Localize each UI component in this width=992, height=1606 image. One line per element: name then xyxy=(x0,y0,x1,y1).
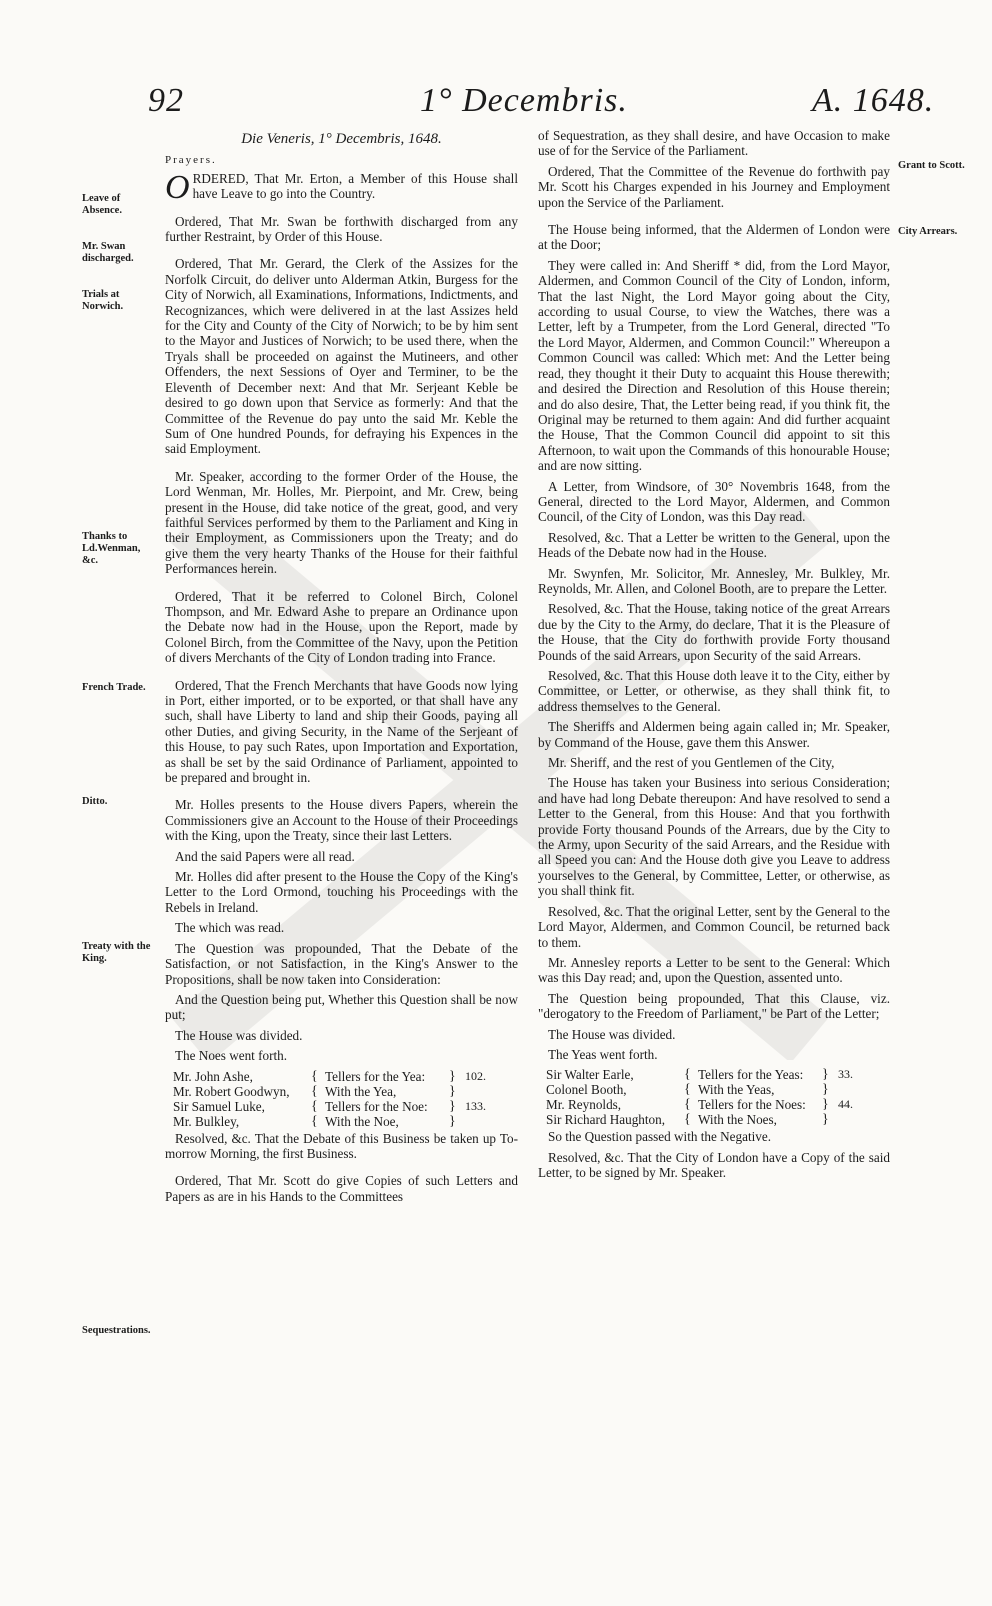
teller-name: Sir Walter Earle, xyxy=(546,1067,634,1083)
paragraph-french: Ordered, That it be referred to Colonel Birch, Colonel Thompson, and Mr. Edward Ashe to prepare an Ordinance upon the Debate now had in the House, upon the Report, made by Colonel Birch, from the Committee of the Navy, upon the Petition of divers Merchants of the City of London trading into France. xyxy=(165,588,518,666)
vote-count: 33. xyxy=(838,1067,853,1082)
teller-name: Mr. Bulkley, xyxy=(173,1113,240,1129)
teller-name: Mr. John Ashe, xyxy=(173,1068,253,1084)
paragraph-treaty: And the Question being put, Whether this Question shall be now put; xyxy=(165,991,518,1023)
teller-role: With the Yeas, xyxy=(698,1082,775,1098)
teller-role: With the Noes, xyxy=(698,1112,777,1128)
teller-role: With the Noe, xyxy=(325,1113,399,1129)
paragraph-city: The House being informed, that the Aldermen of London were at the Door; xyxy=(538,222,890,253)
teller-role: Tellers for the Yea: xyxy=(325,1068,426,1084)
paragraph-city: They were called in: And Sheriff * did, from the Lord Mayor, Aldermen, and Common Council of the City of London, inform, That the last Night, the Lord Mayor going about the City, according to usual Course, to view the Watches, there was a Letter, left by a Trumpeter, from the Lord General, directed "To the Lord Mayor, Aldermen, and Common Council:" Whereupon a Common Council was called: Which met: And the Letter being read, they thought it their Duty to acquaint this House therewith; and desired the Direction and Resolution of this House therein; and do also desire, That, the Letter being read, if you think fit, the Original may be returned to them again: And did further acquaint the House, That the Common Council did appoint to sit this Afternoon, to wait upon the Commands of this honourable House; and are now sitting. xyxy=(538,257,890,474)
day-title: Die Veneris, 1° Decembris, 1648. xyxy=(241,131,442,147)
paragraph-treaty: The House was divided. xyxy=(175,1027,303,1043)
margin-note: Grant to Scott. xyxy=(898,160,965,171)
paragraph-treaty: The which was read. xyxy=(175,920,285,936)
paragraph-treaty: The Question was propounded, That the Debate of the Satisfaction, or not Satisfaction, in the King's Answer to the Propositions, shall be now taken into Consideration: xyxy=(165,940,518,987)
paragraph-treaty: Mr. Holles did after present to the House the Copy of the King's Letter to the Lord Ormond, touching his Proceedings with the Rebels in Ireland. xyxy=(165,869,518,915)
paragraph-city: Resolved, &c. That the House, taking notice of the great Arrears due by the City to the Army, do declare, That it is the Pleasure of the House, that the City do forthwith provide Forty thousand Pounds of the said Arrears, upon Security of the said Arrears. xyxy=(538,601,890,663)
teller-name: Mr. Reynolds, xyxy=(546,1097,622,1113)
column-left xyxy=(165,128,518,1209)
paragraph-city: Resolved, &c. That a Letter be written to the General, upon the Heads of the Debate now had in the House. xyxy=(538,529,890,561)
teller-role: Tellers for the Yeas: xyxy=(698,1067,804,1083)
page-header xyxy=(0,82,992,122)
vote-count: 44. xyxy=(838,1097,853,1112)
prayers-heading: Prayers. xyxy=(165,154,217,167)
margin-note: Treaty with the King. xyxy=(82,941,151,964)
teller-name: Colonel Booth, xyxy=(546,1082,627,1098)
header-year: A. 1648. xyxy=(812,82,935,119)
paragraph-city: The House has taken your Business into serious Consideration; and have had long Debate thereupon: And have resolved to send a Letter to the General, from this House: And that you forthwith provide Forty thousand Pounds of the Arrears, due by the City to the Army, upon Security of the said Arrears, and the Residue with all Speed you can: And the House doth give you Leave to address yourselves to the General, by Committee, Letter, or otherwise, as you shall think fit. xyxy=(538,775,890,899)
tellers-table: Mr. John Ashe, { Tellers for the Yea: } 102. Mr. Robert Goodwyn, { With the Yea, } Sir Samuel Luke, { Tellers for the Noe: } 133. Mr. Bulkley, { With the Noe, } xyxy=(173,1069,518,1129)
header-date: 1° Decembris. xyxy=(420,82,628,119)
paragraph-norwich: Ordered, That Mr. Gerard, the Clerk of the Assizes for the Norfolk Circuit, do deliver unto Alderman Atkin, Burgess for the City of Norwich, all Examinations, Informations, Indictments, and Recognizances, which were delivered in at the last Assizes held for the City and County of the City of Norwich; to be by him sent to the Mayor and Justices of Norwich; to be used there, when the Tryals shall be proceeded on against the Mutineers, and other Offenders, the next Sessions of Oyer and Terminer, to be the Eleventh of December next: And that Mr. Serjeant Keble be desired to go down upon that Service as formerly: And that the Committee of the Revenue do pay unto the said Mr. Keble the Sum of One hundred Pounds, for defraying his Expences in the said Employment. xyxy=(165,256,518,457)
page-number: 92 xyxy=(148,82,184,119)
paragraph-ditto: Ordered, That the French Merchants that have Goods now lying in Port, either imported, or to be exported, or that shall have any such, shall have Liberty to land and ship their Goods, paying all other Duties, and giving Security, in the Name of the Serjeant of this House, to pay such Rates, upon Importation and Exportation, as shall be set by the said Ordinance of Parliament, appointed to be prepared and brought in. xyxy=(165,677,518,786)
margin-note: Ditto. xyxy=(82,796,108,807)
drop-cap: O xyxy=(165,168,190,206)
paragraph-city: Resolved, &c. That the original Letter, sent by the General to the Lord Mayor, Aldermen, and Common Council, be returned back to them. xyxy=(538,903,890,950)
teller-name: Sir Samuel Luke, xyxy=(173,1098,265,1114)
paragraph-city: The Question being propounded, That this Clause, viz. "derogatory to the Freedom of Parliament," be Part of the Letter; xyxy=(538,990,890,1022)
paragraph-city: The Sheriffs and Aldermen being again called in; Mr. Speaker, by Command of the House, gave them this Answer. xyxy=(538,719,890,750)
paragraph-treaty: Mr. Holles presents to the House divers Papers, wherein the Commissioners give an Account to the House of their Proceedings with the King, upon the Treaty, since their last Letters. xyxy=(165,797,518,844)
paragraph-city: Mr. Annesley reports a Letter to be sent to the General: Which was this Day read; and, upon the Question, assented unto. xyxy=(538,954,890,986)
vote-count: 102. xyxy=(465,1068,486,1083)
paragraph-city: A Letter, from Windsore, of 30° Novembris 1648, from the General, directed to the Lord Mayor, Aldermen, and Common Council, of the City of London, was this Day read. xyxy=(538,478,890,525)
margin-note: Sequestrations. xyxy=(82,1325,151,1336)
paragraph-city: So the Question passed with the Negative. xyxy=(548,1129,772,1145)
paragraph-grant: Ordered, That the Committee of the Revenue do forthwith pay Mr. Scott his Charges expended in his Journey and Employment upon the Service of the Parliament. xyxy=(538,163,890,210)
paragraph-city: Resolved, &c. That the City of London have a Copy of the said Letter, to be signed by Mr. Speaker. xyxy=(538,1149,890,1181)
paragraph-leave: ORDERED, That Mr. Erton, a Member of this House shall have Leave to go into the Country. xyxy=(165,168,518,206)
paragraph-treaty: Resolved, &c. That the Debate of this Business be taken up To-morrow Morning, the first Business. xyxy=(165,1130,518,1161)
margin-note: City Arrears. xyxy=(898,226,958,237)
paragraph-treaty: The Noes went forth. xyxy=(175,1048,288,1064)
teller-role: Tellers for the Noes: xyxy=(698,1097,806,1113)
paragraph-city: The Yeas went forth. xyxy=(548,1046,658,1062)
margin-note: Thanks to Ld.Wenman, &c. xyxy=(82,531,141,566)
paragraph-city: Mr. Sheriff, and the rest of you Gentlemen of the City, xyxy=(548,755,835,771)
paragraph-city: Mr. Swynfen, Mr. Solicitor, Mr. Annesley, Mr. Bulkley, Mr. Reynolds, Mr. Allen, and Colonel Booth, are to prepare the Letter. xyxy=(538,565,890,596)
margin-note: Leave of Absence. xyxy=(82,193,122,216)
margin-note: Mr. Swan discharged. xyxy=(82,241,134,264)
column-right xyxy=(538,128,890,1186)
paragraph-treaty: And the said Papers were all read. xyxy=(175,848,355,864)
paragraph-city: The House was divided. xyxy=(548,1026,676,1042)
teller-name: Sir Richard Haughton, xyxy=(546,1112,666,1128)
tellers-table: Sir Walter Earle, { Tellers for the Yeas: } 33. Colonel Booth, { With the Yeas, } Mr. Reynolds, { Tellers for the Noes: } 44. Sir Richard Haughton, { With the Noes, } xyxy=(546,1067,890,1127)
vote-count: 133. xyxy=(465,1098,486,1113)
teller-name: Mr. Robert Goodwyn, xyxy=(173,1083,290,1099)
paragraph-sequestrations: Ordered, That Mr. Scott do give Copies of such Letters and Papers as are in his Hands to the Committees xyxy=(165,1173,518,1204)
teller-role: With the Yea, xyxy=(325,1083,397,1099)
margin-note: French Trade. xyxy=(82,682,146,693)
paragraph-thanks: Mr. Speaker, according to the former Order of the House, the Lord Wenman, Mr. Holles, Mr. Pierpoint, and Mr. Crew, being present in the House, did take notice of the great, good, and very faithful Services performed by them to the Parliament and King in their Employment, as Commissioners upon the Treaty; and do give them the very hearty Thanks of the House for their faithful Performances herein. xyxy=(165,468,518,577)
paragraph-city: Resolved, &c. That this House doth leave it to the City, either by Committee, or Letter, or otherwise, as they shall think fit, to address themselves to the General. xyxy=(538,668,890,714)
paragraph-sequestrations-cont: of Sequestration, as they shall desire, and have Occasion to make use of for the Service of the Parliament. xyxy=(538,128,890,159)
margin-note: Trials at Norwich. xyxy=(82,289,124,312)
teller-role: Tellers for the Noe: xyxy=(325,1098,428,1114)
paragraph-swan: Ordered, That Mr. Swan be forthwith discharged from any further Restraint, by Order of this House. xyxy=(165,213,518,245)
